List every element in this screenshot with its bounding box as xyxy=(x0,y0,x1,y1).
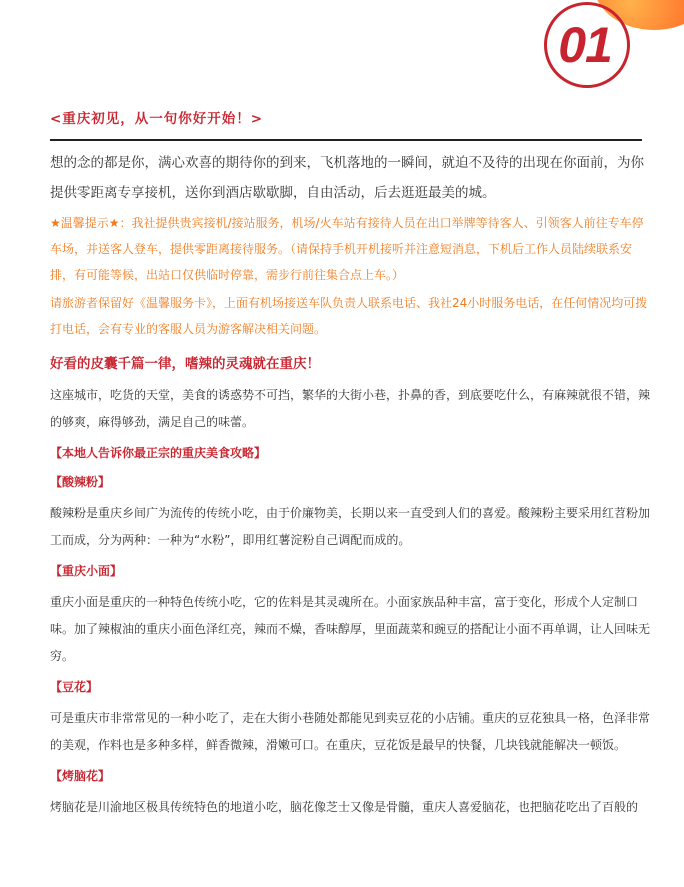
food-item-description: 酸辣粉是重庆乡间广为流传的传统小吃，由于价廉物美，长期以来一直受到人们的喜爱。酸辣粉主要采用红苕粉加工而成，分为两种：一种为“水粉”，即用红薯淀粉自己调配而成的。 xyxy=(50,506,651,547)
food-item-description: 烤脑花是川渝地区极具传统特色的地道小吃，脑花像芝士又像是骨髓，重庆人喜爱脑花，也把脑花吃出了百般的 xyxy=(50,800,639,814)
food-guide-title: 【本地人告诉你最正宗的重庆美食攻略】 xyxy=(50,446,267,460)
service-card-notice: 请旅游者保留好《温馨服务卡》，上面有机场接送车队负责人联系电话、我社24小时服务电话，在任何情况均可拨打电话，会有专业的客服人员为游客解决相关问题。 xyxy=(50,296,648,336)
food-item-name: 【烤脑花】 xyxy=(50,769,111,783)
intro-paragraph: 想的念的都是你，满心欢喜的期待你的到来，飞机落地的一瞬间，就迫不及待的出现在你面前，为你提供零距离专享接机，送你到酒店歇歇脚，自由活动，后去逛逛最美的城。 xyxy=(50,155,644,201)
food-section-heading: 好看的皮囊千篇一律，嗜辣的灵魂就在重庆！ xyxy=(50,356,320,372)
section-number-badge xyxy=(544,2,630,88)
section-number: 01 xyxy=(558,17,612,73)
food-item-name: 【重庆小面】 xyxy=(50,564,123,578)
warm-tips-notice: ★温馨提示★：我社提供贵宾接机/接站服务，机场/火车站有接待人员在出口举牌等待客人、引领客人前往专车停车场，并送客人登车，提供零距离接待服务。（请保持手机开机接听并注意短消息，下机后工作人员陆续联系安排，有可能等候，出站口仅供临时停靠，需步行前往集合点上车。） xyxy=(50,216,644,282)
food-item-description: 重庆小面是重庆的一种特色传统小吃，它的佐料是其灵魂所在。小面家族品种丰富，富于变化，形成个人定制口味。加了辣椒油的重庆小面色泽红亮，辣而不燥，香味醇厚，里面蔬菜和豌豆的搭配让小面不再单调，让人回味无穷。 xyxy=(50,595,651,663)
title-divider xyxy=(50,139,642,141)
food-item-name: 【酸辣粉】 xyxy=(50,475,111,489)
food-intro-paragraph: 这座城市，吃货的天堂，美食的诱惑势不可挡，繁华的大街小巷，扑鼻的香，到底要吃什么，有麻辣就很不错，辣的够爽，麻得够劲，满足自己的味蕾。 xyxy=(50,388,651,429)
section-title: <重庆初见，从一句你好开始！> xyxy=(50,111,264,127)
food-item-name: 【豆花】 xyxy=(50,680,99,694)
article-body xyxy=(50,148,650,821)
food-item-description: 可是重庆市非常常见的一种小吃了，走在大街小巷随处都能见到卖豆花的小店铺。重庆的豆花独具一格，色泽非常的美观，作料也是多种多样，鲜香微辣，滑嫩可口。在重庆，豆花饭是最早的快餐，几块钱就能解决一顿饭。 xyxy=(50,711,651,752)
